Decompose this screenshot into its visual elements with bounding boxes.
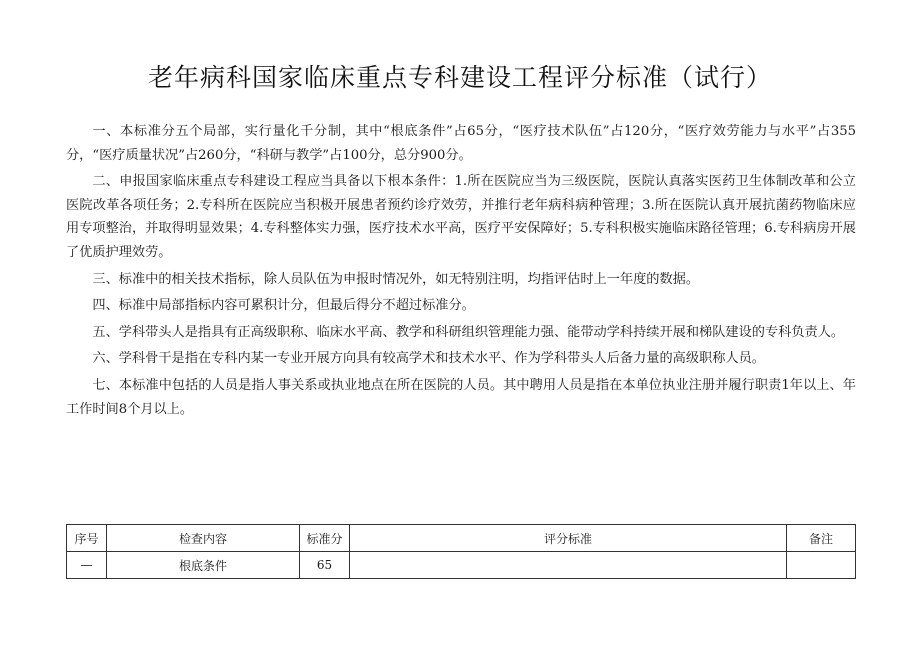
paragraph-4: 四、标准中局部指标内容可累积计分，但最后得分不超过标准分。 [92,298,475,314]
cell-criteria [350,552,787,579]
header-remark: 备注 [787,525,856,552]
cell-score: 65 [300,552,350,579]
paragraph-7: 七、本标准中包括的人员是指人事关系或执业地点在所在医院的人员。其中聘用人员是指在本单位执业注册并履行职责1年以上、年工作时间8个月以上。 [66,377,856,417]
paragraph-5: 五、学科带头人是指具有正高级职称、临床水平高、教学和科研组织管理能力强、能带动学科持续开展和梯队建设的专科负责人。 [92,324,845,340]
cell-number: — [67,552,107,579]
header-score: 标准分 [300,525,350,552]
cell-content: 根底条件 [107,552,300,579]
cell-remark [787,552,856,579]
header-number: 序号 [67,525,107,552]
header-criteria: 评分标准 [350,525,787,552]
paragraph-3: 三、标准中的相关技术指标，除人员队伍为申报时情况外，如无特别注明，均指评估时上一年度的数据。 [92,271,700,287]
document-body [66,120,856,424]
paragraph-6: 六、学科骨干是指在专科内某一专业开展方向具有较高学术和技术水平、作为学科带头人后备力量的高级职称人员。 [92,351,765,367]
scoring-table [66,524,856,579]
paragraph-2: 二、申报国家临床重点专科建设工程应当具备以下根本条件：1.所在医院应当为三级医院，医院认真落实医药卫生体制改革和公立医院改革各项任务；2.专科所在医院应当积极开展患者预约诊疗效劳，并推行老年病科病种管理；3.所在医院认真开展抗菌药物临床应用专项整治，并取得明显效果；4.专科整体实力强，医疗技术水平高，医疗平安保障好；5.专科积极实施临床路径管理；6.专科病房开展了优质护理效劳。 [66,174,856,260]
document-title: 老年病科国家临床重点专科建设工程评分标准（试行） [147,63,772,92]
table-header-row [67,525,856,552]
paragraph-1: 一、本标准分五个局部，实行量化千分制，其中“根底条件”占65分，“医疗技术队伍”占120分，“医疗效劳能力与水平”占355分，“医疗质量状况”占260分，“科研与教学”占100分，总分900分。 [66,124,856,163]
table-row [67,552,856,579]
header-content: 检查内容 [107,525,300,552]
